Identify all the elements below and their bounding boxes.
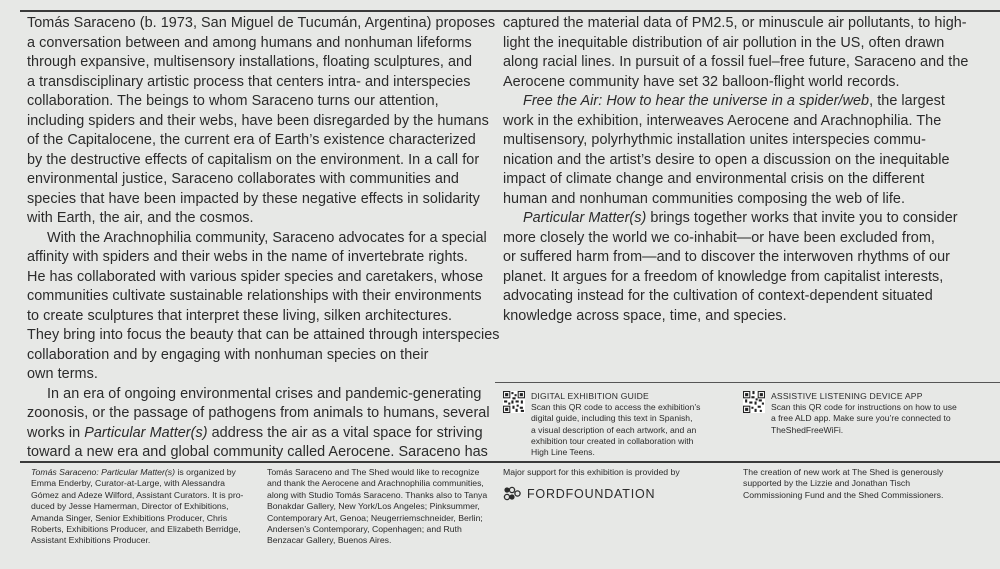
text-line: Andersen’s Contemporary, Copenhagen; and Ruth [267,524,462,535]
paragraph-arachnophilia [27,229,500,385]
text-line: affinity with spiders and their webs in the name of invertebrate rights. [27,249,468,265]
text-line: including spiders and their webs, have been disregarded by the humans [27,112,489,129]
wall-text-left-column [27,14,500,463]
ford-foundation-logo-icon [503,486,521,502]
text-line: Commissioning Fund and the Shed Commissioners. [743,489,944,500]
exhibition-title: Particular Matter(s) [523,210,647,226]
credit-commission [743,467,943,501]
text-line: duced by Jesse Hamerman, Director of Exhibitions, [31,501,229,512]
qr-code-icon[interactable] [743,391,765,413]
text-line: through expansive, multisensory installations, floating sculptures, and [27,54,473,70]
text-line [503,209,983,229]
text-line: They bring into focus the beauty that can be attained through interspecies [27,327,500,343]
text-fragment: , the largest [869,93,945,109]
text-line: Roberts, Exhibitions Producer, and Elizabeth Berridge, [31,524,241,535]
text-line: High Line Teens. [531,447,595,458]
text-line: along with Studio Tomás Saraceno. Thanks also to Tanya [267,489,488,500]
text-line: human and nonhuman communities composing the web of life. [503,190,906,207]
text-line: Scan this QR code for instructions on how to use [771,402,957,413]
info-divider [495,382,1000,383]
text-line: communities cultivate sustainable relationships with their environments [27,288,482,304]
listening-app-text [771,391,957,436]
digital-guide-text [531,391,700,458]
exhibition-title: Tomás Saraceno: Particular Matter(s) [31,467,176,477]
text-line: a conversation between and among humans and nonhuman lifeforms [27,34,472,51]
text-line: a transdisciplinary artistic process that centers intra- and interspecies [27,73,471,90]
text-line: zoonosis, or the passage of pathogens from animals to humans, several [27,405,490,421]
text-line: multisensory, polyrhythmic installation unites interspecies commu- [503,132,926,148]
digital-guide-title: DIGITAL EXHIBITION GUIDE [531,391,649,401]
listening-app-title: ASSISTIVE LISTENING DEVICE APP [771,391,923,401]
ford-foundation-wordmark: FORDFOUNDATION [527,487,656,501]
text-line: Amanda Singer, Senior Exhibitions Producer, Chris [31,512,228,523]
text-line: a visual description of each artwork, and an [531,424,697,435]
text-line: species that have been impacted by these negative effects in solidarity [27,190,480,207]
qr-code-icon[interactable] [503,391,525,413]
support-line: Major support for this exhibition is provided by [503,467,680,477]
paragraph-free-the-air [503,92,983,209]
text-line: own terms. [27,366,98,382]
text-line: a free ALD app. Make sure you’re connected to [771,413,951,424]
text-line: Benzacar Gallery, Buenos Aires. [267,535,392,546]
text-line: In an era of ongoing environmental crises and pandemic-generating [47,385,482,402]
text-line: exhibition tour created in collaboration with [531,435,694,446]
text-line: collaboration. The beings to whom Saraceno turns our attention, [27,93,439,109]
paragraph-intro [27,14,496,229]
text-line: Tomás Saraceno (b. 1973, San Miguel de Tucumán, Argentina) proposes [27,15,496,31]
text-line: planet. It argues for a freedom of knowledge from capitalist interests, [503,268,944,285]
text-fragment: brings together works that invite you to consider [646,210,958,226]
credit-support [503,467,680,478]
wall-text-right-column [503,14,983,326]
artwork-title: Free the Air: How to hear the universe in a spider/web [523,93,870,109]
text-line: nication and the artist’s desire to open a discussion on the inequitable [503,151,950,168]
text-line: digital guide, including this text in Spanish, [531,413,693,424]
text-fragment: works in [27,424,85,441]
text-line: He has collaborated with various spider species and caretakers, whose [27,268,484,285]
text-line: Contemporary Art, Genoa; Neugerriemschneider, Berlin; [267,512,483,523]
text-line: captured the material data of PM2.5, or minuscule air pollutants, to high- [503,15,967,31]
text-line: with Earth, the air, and the cosmos. [27,210,254,226]
text-fragment: is organized by [175,467,236,477]
text-line [503,92,983,112]
exhibition-title: Particular Matter(s) [84,424,208,441]
text-line: to create sculptures that interpret these living, silken architectures. [27,307,453,324]
text-line: TheShedFreeWiFi. [771,424,844,435]
text-line: toward a new era and global community called Aerocene. Saraceno has [27,444,488,460]
text-line: The creation of new work at The Shed is generously [743,467,944,477]
paragraph-pm25 [503,14,983,92]
text-line: by the destructive effects of capitalism on the environment. In a call for [27,151,480,168]
text-line: environmental justice, Saraceno collaborates with communities and [27,171,459,187]
text-line [31,467,243,478]
text-line: along racial lines. In pursuit of a fossil fuel–free future, Saraceno and the [503,54,969,70]
text-fragment: address the air as a vital space for striving [207,424,483,441]
credit-organizers [31,467,243,547]
paragraph-aerocene [27,385,493,463]
text-line: and thank the Aerocene and Arachnophilia communities, [267,478,484,489]
text-line: Scan this QR code to access the exhibition’s [531,402,701,413]
text-line: impact of climate change and environmental crisis on the different [503,171,925,187]
text-line: more closely the world we co-inhabit—or have been excluded from, [503,229,935,246]
text-line: With the Arachnophilia community, Saraceno advocates for a special [47,229,487,246]
credit-thanks [267,467,487,547]
text-line: Tomás Saraceno and The Shed would like to recognize [267,467,480,477]
text-line: of the Capitalocene, the current era of Earth’s existence characterized [27,132,476,148]
text-line: Assistant Exhibitions Producer. [31,535,151,546]
text-line: light the inequitable distribution of air pollution in the US, often drawn [503,34,945,51]
text-line: knowledge across space, time, and species. [503,307,787,324]
text-line [27,424,493,444]
text-line: or suffered harm from—and to discover the interwoven rhythms of our [503,249,950,265]
text-line: supported by the Lizzie and Jonathan Tisch [743,478,911,489]
text-line: Emma Enderby, Curator-at-Large, with Alessandra [31,478,225,489]
text-line: Aerocene community have set 32 balloon-flight world records. [503,73,900,90]
text-line: Gómez and Adeze Wilford, Assistant Curators. It is pro- [31,489,244,500]
text-line: work in the exhibition, interweaves Aerocene and Arachnophilia. The [503,112,942,129]
text-line: Bonakdar Gallery, New York/Los Angeles; Pinksummer, [267,501,480,512]
paragraph-particular-matters [503,209,983,326]
text-line: advocating instead for the cultivation of context-dependent situated [503,288,933,304]
top-rule [20,10,1000,12]
credits-rule [20,461,1000,463]
text-line: collaboration and by engaging with nonhuman species on their [27,346,429,363]
